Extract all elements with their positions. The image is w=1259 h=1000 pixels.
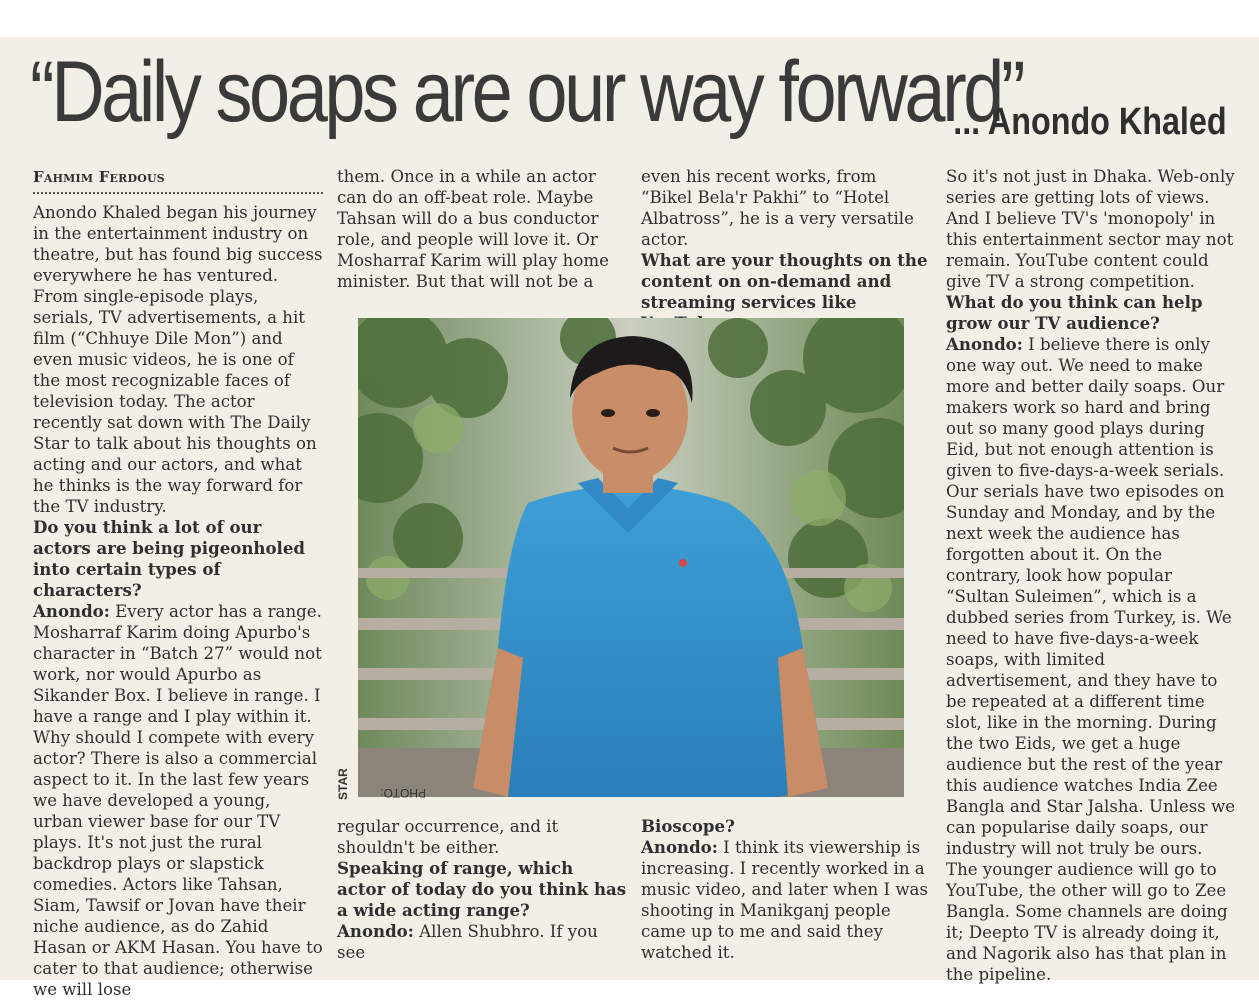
column-1: [33, 166, 323, 1000]
headline: “Daily soaps are our way forward”: [30, 44, 1023, 140]
intro-paragraph: Anondo Khaled began his journey in the entertainment industry on theatre, but has found big success everywhere he has ventured. From single-episode plays, serials, TV advertisements, a hit film (“Chhuye Dile Mon”) and even music videos, he is one of the most recognizable faces of television today. The actor recently sat down with The Daily Star to talk about his thoughts on acting and our actors, and what he thinks is the way forward for the TV industry.: [33, 203, 323, 516]
question-2: Speaking of range, which actor of today do you think has a wide acting range?: [337, 858, 627, 920]
answer-2-text: Allen Shubhro. If you see: [337, 922, 598, 962]
answer-3: [641, 837, 931, 963]
question-4: What do you think can help grow our TV audience?: [946, 292, 1203, 333]
column-4-top-text: So it's not just in Dhaka. Web-only series are getting lots of views. And I believe TV's 'monopoly' in this entertainment sector may not remain. YouTube content could give TV a strong competition.: [946, 167, 1235, 291]
question-3: What are your thoughts on the content on on-demand and streaming services like: [641, 250, 928, 312]
photo-credit-name: STAR: [336, 768, 350, 800]
answer-2: [337, 921, 627, 963]
portrait-illustration: [358, 318, 904, 797]
column-2-top: [337, 166, 627, 292]
column-4: [946, 166, 1236, 985]
portrait-photo: [358, 318, 904, 797]
answer-1-text: Every actor has a range. Mosharraf Karim doing Apurbo's character in “Batch 27” would not work, nor would Apurbo as Sikander Box. I believe in range. I have a range and I play within it. Why should I compete with every actor? There is also a commercial aspect to it. In the last few years we have developed a young, urban viewer base for our TV plays. It's not just the rural backdrop plays or slapstick comedies. Actors like Tahsan, Siam, Tawsif or Jovan have their niche audience, as do Zahid Hasan or AKM Hasan. You have to cater to that audience; otherwise we will lose: [33, 602, 323, 999]
column-2-bottom: [337, 816, 627, 963]
question-1: Do you think a lot of our actors are being pigeonholed into certain types of characters?: [33, 517, 305, 600]
column-2-top-text: them. Once in a while an actor can do an off-beat role. Maybe Tahsan will do a bus conductor role, and people will love it. Or Mosharraf Karim will play home minister. But that will not be a: [337, 167, 609, 291]
author-divider: [33, 192, 323, 194]
interviewee-byline: ... Anondo Khaled: [953, 101, 1227, 143]
speaker-label: Anondo:: [337, 921, 414, 941]
answer-1: [33, 601, 323, 1000]
question-3-end: Bioscope?: [641, 816, 735, 836]
speaker-label: Anondo:: [946, 334, 1023, 354]
column-3-bottom: [641, 816, 931, 963]
column-2-bottom-text: regular occurrence, and it shouldn't be either.: [337, 817, 559, 857]
answer-4: [946, 334, 1236, 985]
photo-credit: [336, 710, 426, 800]
answer-4-text: I believe there is only one way out. We need to make more and better daily soaps. Our makers work so hard and bring out so many good plays during Eid, but not enough attention is given to five-days-a-week serials. Our serials have two episodes on Sunday and Monday, and by the next week the audience has forgotten about it. On the contrary, look how popular “Sultan Suleimen”, which is a dubbed series from Turkey, is. We need to have five-days-a-week soaps, with limited advertisement, and they have to be repeated at a different time slot, like in the morning. During the two Eids, we get a huge audience but the rest of the year this audience watches India Zee Bangla and Star Jalsha. Unless we can popularise daily soaps, our industry will not truly be ours. The younger audience will go to YouTube, the other will go to Zee Bangla. Some channels are doing it; Deepto TV is already doing it, and Nagorik also has that plan in the pipeline.: [946, 335, 1236, 984]
speaker-label: Anondo:: [641, 837, 718, 857]
answer-3-text: I think its viewership is increasing. I recently worked in a music video, and later when I was shooting in Manikganj people came up to me and said they watched it.: [641, 838, 928, 962]
author-name: Fahmim Ferdous: [33, 168, 165, 186]
column-3-top-text: even his recent works, from “Bikel Bela'r Pakhi” to “Hotel Albatross”, he is a very versatile actor.: [641, 167, 914, 249]
photo-credit-prefix: PHOTO:: [380, 786, 426, 800]
column-3-top: [641, 166, 931, 334]
speaker-label: Anondo:: [33, 601, 110, 621]
